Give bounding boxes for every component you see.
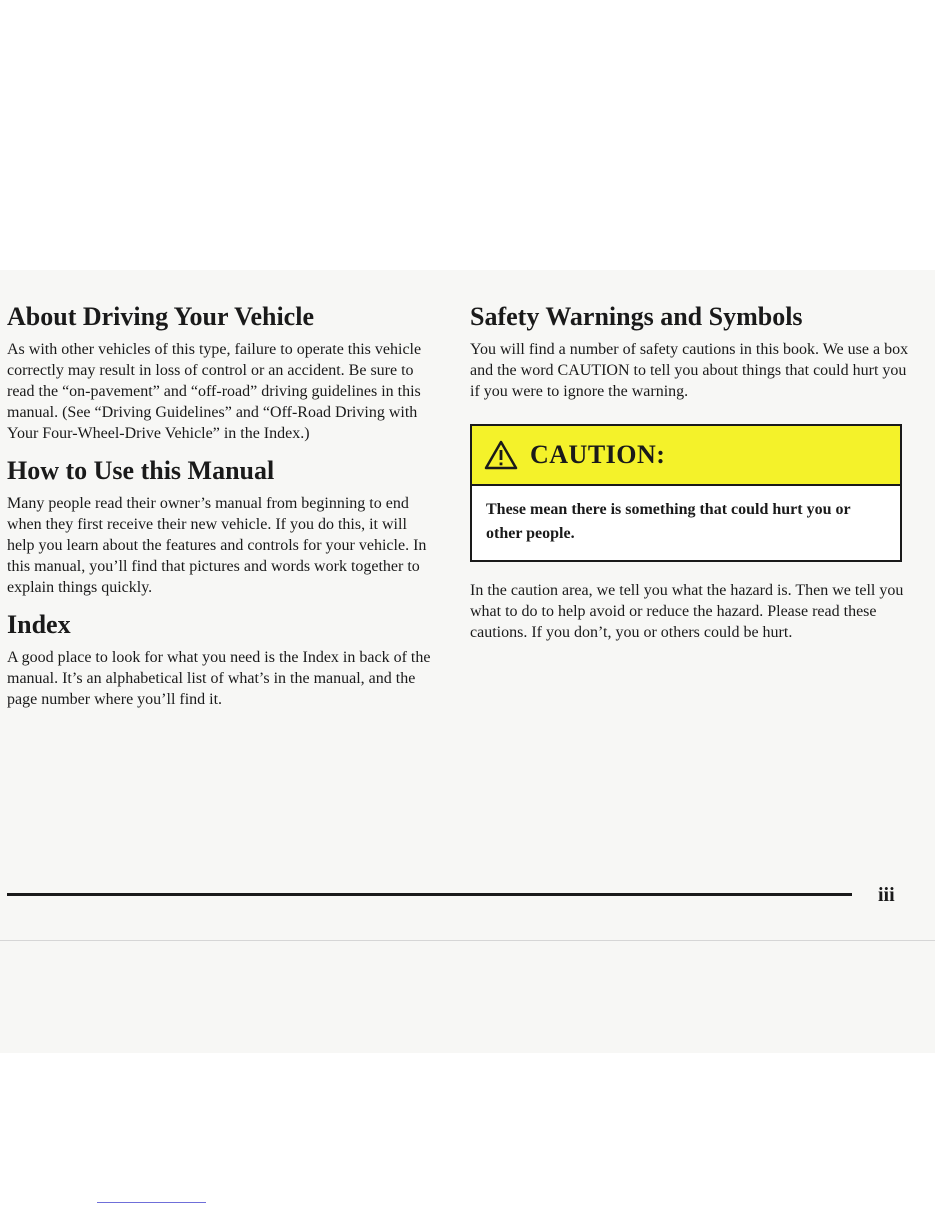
footer-rule [7, 893, 852, 896]
caution-box [470, 424, 902, 562]
scan-edge-line [0, 940, 935, 941]
left-column [7, 300, 437, 720]
caution-text: These mean there is something that could hurt you or other people. [486, 501, 851, 542]
section-heading-about-driving: About Driving Your Vehicle [7, 302, 314, 331]
page-number: iii [878, 884, 895, 906]
section-heading-safety-warnings: Safety Warnings and Symbols [470, 302, 803, 331]
bottom-link-underline [97, 1202, 206, 1203]
caution-title: CAUTION: [530, 440, 666, 469]
right-column [470, 300, 910, 643]
safety-intro-text: You will find a number of safety cautions in this book. We use a box and the word CAUTION to tell you about things that could hurt you if you were to ignore the warning. [470, 341, 909, 400]
section-heading-how-to-use: How to Use this Manual [7, 456, 275, 485]
section-body-index: A good place to look for what you need is the Index in back of the manual. It’s an alphabetical list of what’s in the manual, and the page number where you’ll find it. [7, 649, 431, 708]
section-body-how-to-use: Many people read their owner’s manual from beginning to end when they first receive their new vehicle. If you do this, it will help you learn about the features and controls for your vehicle. In this manual, you’ll find that pictures and words work together to explain things quickly. [7, 495, 427, 596]
warning-triangle-icon [484, 440, 518, 470]
section-heading-index: Index [7, 610, 71, 639]
caution-header [472, 426, 900, 486]
caution-explanation-text: In the caution area, we tell you what the hazard is. Then we tell you what to do to help avoid or reduce the hazard. Please read these cautions. If you don’t, you or others could be hurt. [470, 582, 904, 641]
section-body-about-driving: As with other vehicles of this type, failure to operate this vehicle correctly may result in loss of control or an accident. Be sure to read the “on-pavement” and “off-road” driving guidelines in this manual. (See “Driving Guidelines” and “Off-Road Driving with Your Four-Wheel-Drive Vehicle” in the Index.) [7, 341, 422, 442]
